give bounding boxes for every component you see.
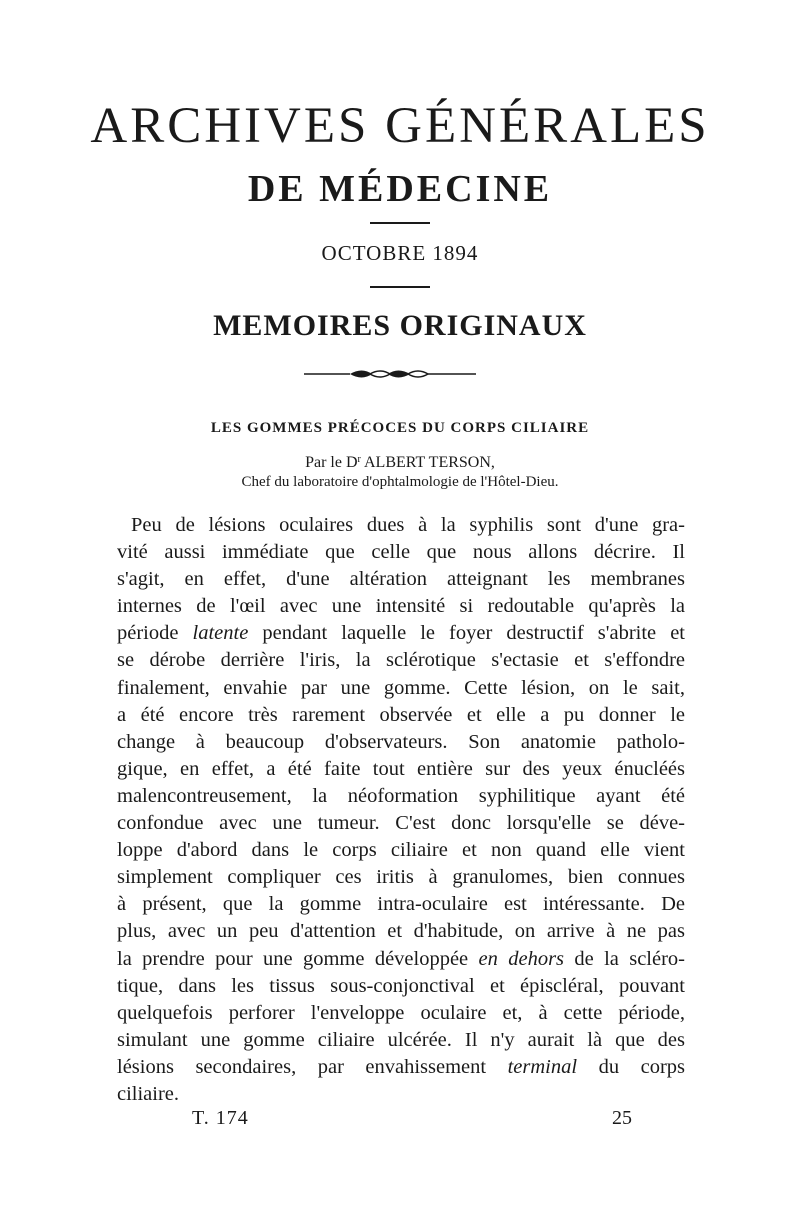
text-line: la prendre pour une gomme développée en dehors de la scléro- (117, 947, 686, 970)
text-line: gique, en effet, a été faite tout entière sur des yeux énucléés (117, 757, 685, 780)
text-line: se dérobe derrière l'iris, la sclérotique s'ectasie et s'effondre (117, 649, 685, 672)
byline-superscript: r (357, 454, 361, 465)
text-line: loppe d'abord dans le corps ciliaire et non quand elle vient (117, 839, 685, 862)
text-line: simplement compliquer ces iritis à granulomes, bien connues (117, 866, 685, 889)
text-line: change à beaucoup d'observateurs. Son anatomie patholo- (117, 730, 685, 753)
text-line: tique, dans les tissus sous-conjonctival et épiscléral, pouvant (117, 974, 685, 997)
text-line: confondue avec une tumeur. C'est donc lorsqu'elle se déve- (117, 812, 685, 835)
text-line: plus, avec un peu d'attention et d'habitude, on arrive à ne pas (117, 920, 685, 943)
text-line: Peu de lésions oculaires dues à la syphilis sont d'une gra- (131, 514, 685, 536)
text-line: internes de l'œil avec une intensité si redoutable qu'après la (117, 595, 685, 618)
text-line: malencontreusement, la néoformation syphilitique ayant été (117, 784, 685, 807)
volume-number: T. 174 (192, 1107, 249, 1129)
article-title: LES GOMMES PRÉCOCES DU CORPS CILIAIRE (210, 420, 590, 436)
text-line: s'agit, en effet, d'une altération atteignant les membranes (117, 568, 685, 591)
byline-prefix: Par le D (305, 454, 358, 471)
divider-rule (370, 286, 430, 288)
divider-rule (370, 222, 430, 224)
journal-title: ARCHIVES GÉNÉRALES (90, 98, 710, 154)
italic-term: latente (192, 622, 249, 645)
text-line: simulant une gomme ciliaire ulcérée. Il n'y aurait là que des (117, 1028, 685, 1051)
text-line: quelquefois perforer l'enveloppe oculaire et, à cette période, (117, 1001, 685, 1024)
ornament-divider-icon (300, 364, 480, 384)
text-line: finalement, envahie par une gomme. Cette lésion, on le sait, (117, 676, 685, 699)
text-line: lésions secondaires, par envahissement terminal du corps (117, 1055, 686, 1078)
italic-term: en dehors (478, 947, 565, 970)
italic-term: terminal (507, 1055, 578, 1078)
author-byline (0, 450, 800, 473)
page-number: 25 (612, 1107, 632, 1129)
text-line: a été encore très rarement observée et elle a pu donner le (117, 703, 685, 726)
text-line: à présent, que la gomme intra-oculaire est intéressante. De (117, 893, 685, 916)
text-line: vité aussi immédiate que celle que nous allons décrire. Il (117, 541, 685, 564)
text-line: ciliaire. (117, 1082, 180, 1105)
article-body (117, 512, 685, 1108)
section-title: MEMOIRES ORIGINAUX (213, 309, 587, 342)
author-affiliation: Chef du laboratoire d'ophtalmologie de l'Hôtel-Dieu. (241, 474, 559, 490)
journal-subtitle: DE MÉDECINE (247, 168, 553, 210)
author-name: ALBERT TERSON, (360, 454, 495, 471)
issue-date: OCTOBRE 1894 (321, 241, 479, 265)
text-line: période latente pendant laquelle le foyer destructif s'abrite et (117, 622, 685, 645)
